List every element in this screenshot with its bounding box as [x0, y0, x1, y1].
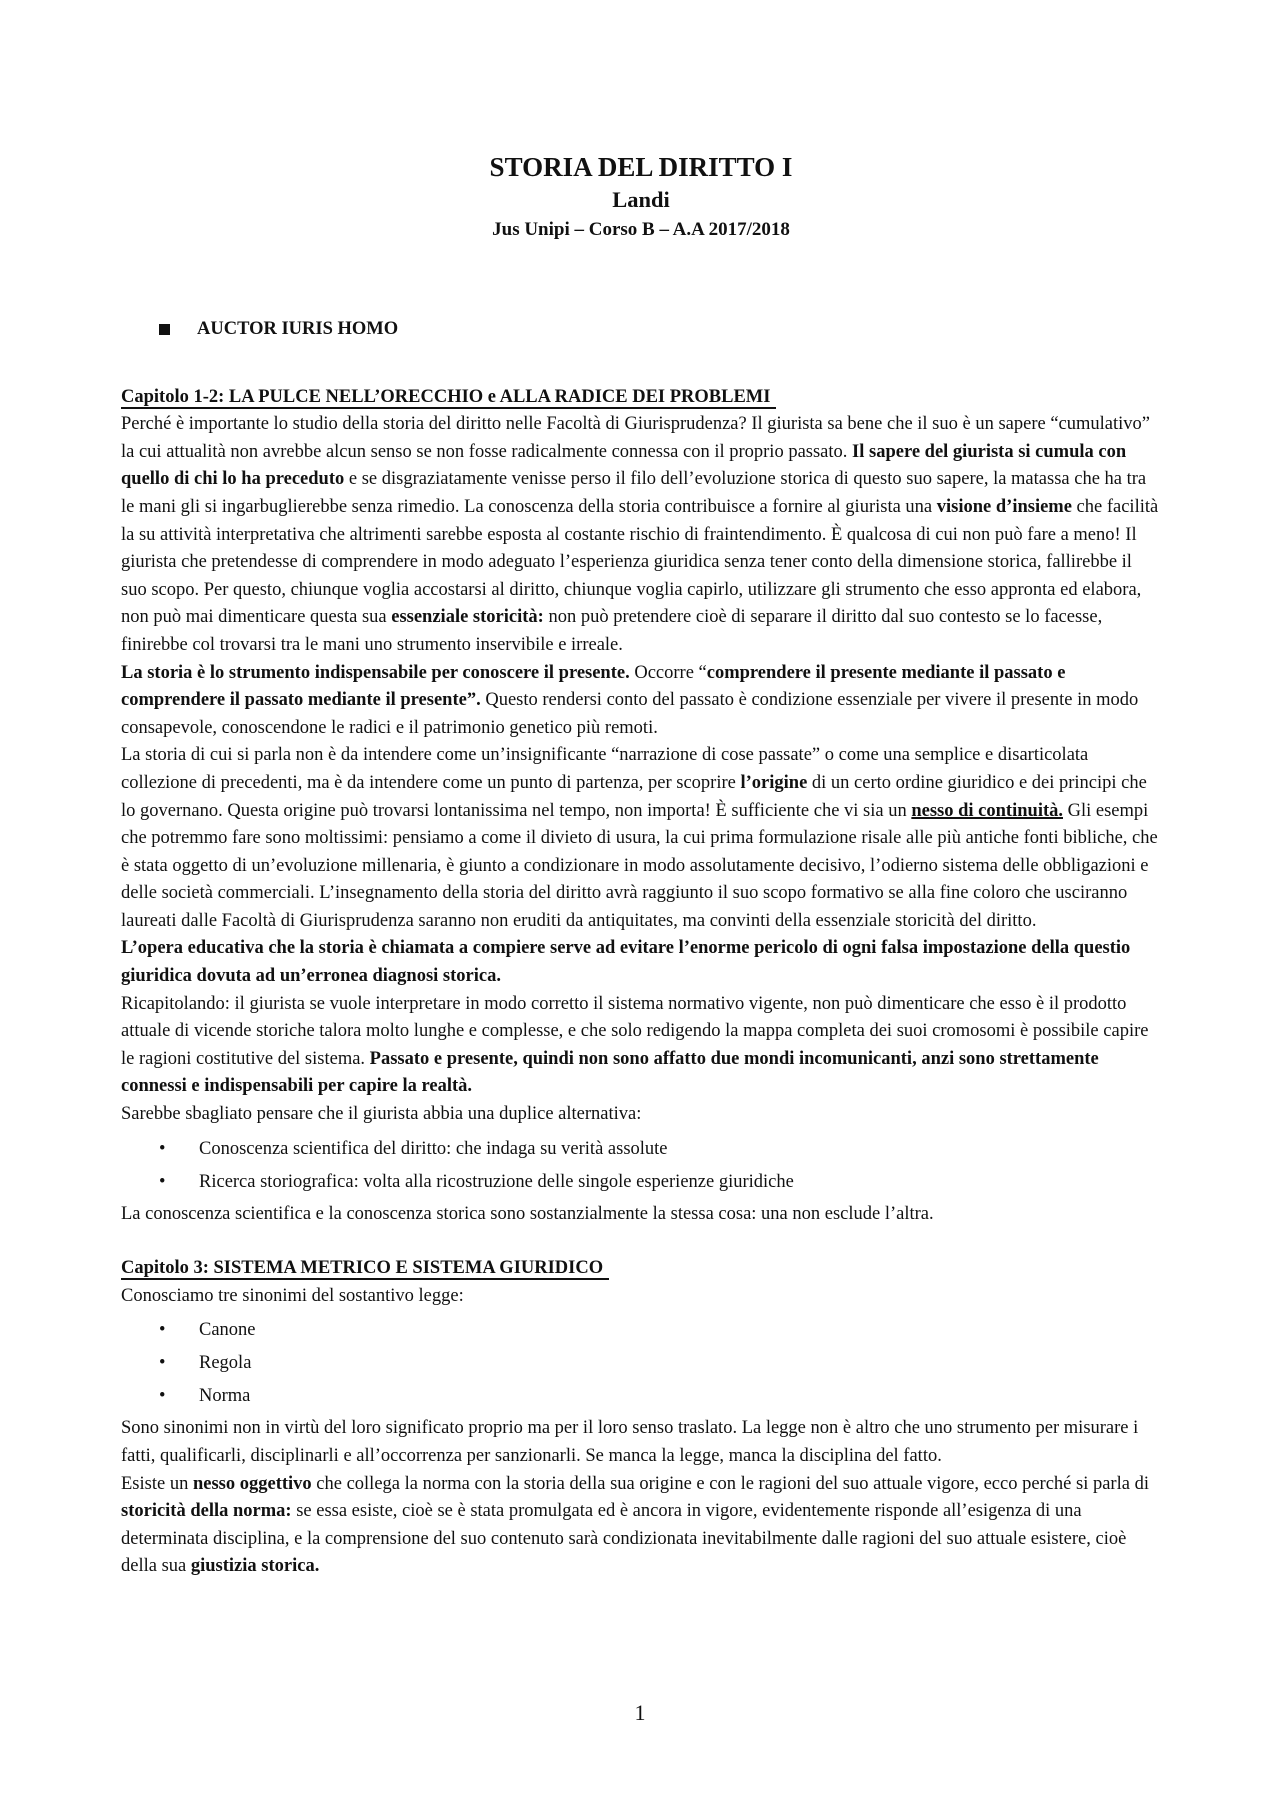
bold-text: nesso oggettivo [192, 1473, 312, 1494]
text-run: La storia di cui si parla non è da intendere come un’insignificante “narrazione di cose passate” o come una semplice e disarticolata collezione di precedenti, ma è da intendere come un punto di partenza, per scoprire [121, 745, 1089, 793]
bold-text: comprendere il presente mediante il passato e comprendere il passato mediante il presente”. [121, 662, 1066, 711]
paragraph [121, 991, 1161, 1101]
text-run: di un certo ordine giuridico e dei principi che lo governano. Questa origine può trovarsi lontanissima nel tempo, non importa! È sufficiente che vi sia un [121, 772, 1147, 821]
chapter-1-2-heading: Capitolo 1-2: LA PULCE NELL’ORECCHIO e ALLA RADICE DEI PROBLEMI [121, 387, 776, 409]
document-course: Jus Unipi – Corso B – A.A 2017/2018 [492, 219, 790, 240]
list-item: • Ricerca storiografica: volta alla ricostruzione delle singole esperienze giuridiche [121, 1166, 1161, 1199]
paragraph [121, 935, 1161, 990]
bold-text: Passato e presente, quindi non sono affatto due mondi incomunicanti, anzi sono strettamente connessi e indispensabili per capire la realtà. [121, 1048, 1099, 1097]
text-run: che facilità la su attività interpretativa che altrimenti sarebbe esposta al costante rischio di fraintendimento. È qualcosa di cui non può fare a meno! Il giurista che pretendesse di comprendere in modo adeguato l’esperienza giuridica senza tener conto della dimensione storica, fallirebbe il suo scopo. Per questo, chiunque voglia accostarsi al diritto, chiunque voglia capirlo, utilizzare gli strumento che esso appronta ed elabora, non può mai dimenticare questa sua [121, 496, 1159, 628]
square-bullet-icon [159, 324, 170, 335]
list-item: • Norma [121, 1380, 1161, 1413]
bold-text: visione d’insieme [936, 496, 1072, 517]
paragraph: La conoscenza scientifica e la conoscenza storica sono sostanzialmente la stessa cosa: una non esclude l’altra. [121, 1203, 934, 1224]
text-run: e se disgraziatamente venisse perso il filo dell’evoluzione storica di questo suo sapere, la matassa che ha tra le mani gli si ingarbuglierebbe senza rimedio. La conoscenza della storia contribuisce a fornire al giurista una [121, 469, 1147, 517]
bold-text: giustizia storica. [190, 1556, 320, 1577]
paragraph: Conosciamo tre sinonimi del sostantivo legge: [121, 1285, 464, 1306]
paragraph [121, 1471, 1161, 1581]
text-run: se essa esiste, cioè se è stata promulgata ed è ancora in vigore, evidentemente risponde all’esigenza di una determinata disciplina, e la comprensione del suo contenuto sarà condizionata inevitabilmente dalle ragioni del suo attuale esistere, cioè della sua [121, 1501, 1127, 1577]
document-body [121, 150, 1161, 1581]
paragraph [121, 660, 1161, 743]
chapter-heading [121, 384, 1161, 412]
bullet-list [121, 1133, 1161, 1199]
chapter-heading [121, 1255, 1161, 1283]
text-run: Questo rendersi conto del passato è condizione essenziale per vivere il presente in modo consapevole, conoscendone le radici e il patrimonio genetico più remoti. [121, 690, 1139, 738]
text-run: Perché è importante lo studio della storia del diritto nelle Facoltà di Giurisprudenza? Il giurista sa bene che il suo è un sapere “cumulativo” la cui attualità non avrebbe alcun senso se non fosse radicalmente connessa con il proprio passato. [121, 414, 1150, 462]
text-run: Gli esempi che potremmo fare sono moltissimi: pensiamo a come il divieto di usura, la cui prima formulazione risale alle più antiche fonti bibliche, che è stata oggetto di un’evoluzione millenaria, è giunto a condizionare in modo assolutamente decisivo, l’odierno sistema delle obbligazioni e delle società commerciali. L’insegnamento della storia del diritto avrà raggiunto il suo scopo formativo se alla fine coloro che usciranno laureati dalle Facoltà di Giurisprudenza saranno non eruditi da antiquitates, ma convinti della essenziale storicità del diritto. [121, 800, 1158, 931]
text-run: non può pretendere cioè di separare il diritto dal suo contesto se lo facesse, finirebbe col trovarsi tra le mani uno strumento inservibile e irreale. [121, 607, 1103, 655]
chapter-3-heading: Capitolo 3: SISTEMA METRICO E SISTEMA GIURIDICO [121, 1258, 609, 1280]
paragraph [121, 411, 1161, 659]
bold-text: essenziale storicità: [391, 607, 544, 628]
paragraph: Sarebbe sbagliato pensare che il giurista abbia una duplice alternativa: [121, 1104, 642, 1125]
section-title: AUCTOR IURIS HOMO [197, 319, 399, 339]
list-item: • Conoscenza scientifica del diritto: che indaga su verità assolute [121, 1133, 1161, 1166]
bullet-list [121, 1314, 1161, 1413]
list-item: • Canone [121, 1314, 1161, 1347]
underlined-bold-text: nesso di continuità. [911, 800, 1063, 821]
section-heading [121, 316, 1161, 344]
document-author: Landi [612, 187, 670, 212]
list-item: • Regola [121, 1347, 1161, 1380]
bold-text: Il sapere del giurista si cumula con quello di chi lo ha preceduto [121, 441, 1127, 490]
text-run: Esiste un [121, 1473, 193, 1494]
paragraph [121, 742, 1161, 935]
bold-text: l’origine [740, 772, 808, 793]
bold-text: L’opera educativa che la storia è chiamata a compiere serve ad evitare l’enorme pericolo di ogni falsa impostazione della questio giuridica dovuta ad un’erronea diagnosi storica. [121, 938, 1131, 987]
bold-text: storicità della norma: [121, 1501, 292, 1522]
text-run: Occorre “ [629, 662, 707, 683]
paragraph: Sono sinonimi non in virtù del loro significato proprio ma per il loro senso traslato. La legge non è altro che uno strumento per misurare i fatti, qualificarli, disciplinarli e all’occorrenza per sanzionarli. Se manca la legge, manca la disciplina del fatto. [121, 1418, 1139, 1466]
text-run: che collega la norma con la storia della sua origine e con le ragioni del suo attuale vigore, ecco perché si parla di [311, 1473, 1149, 1494]
document-title: STORIA DEL DIRITTO I [489, 152, 793, 182]
page-number: 1 [634, 1700, 646, 1725]
text-run: Ricapitolando: il giurista se vuole interpretare in modo corretto il sistema normativo vigente, non può dimenticare che esso è il prodotto attuale di vicende storiche talora molto lunghe e complesse, e che solo redigendo la mappa completa dei suoi cromosomi è possibile capire le ragioni costitutive del sistema. [121, 993, 1149, 1069]
bold-text: La storia è lo strumento indispensabile per conoscere il presente. [121, 662, 630, 683]
